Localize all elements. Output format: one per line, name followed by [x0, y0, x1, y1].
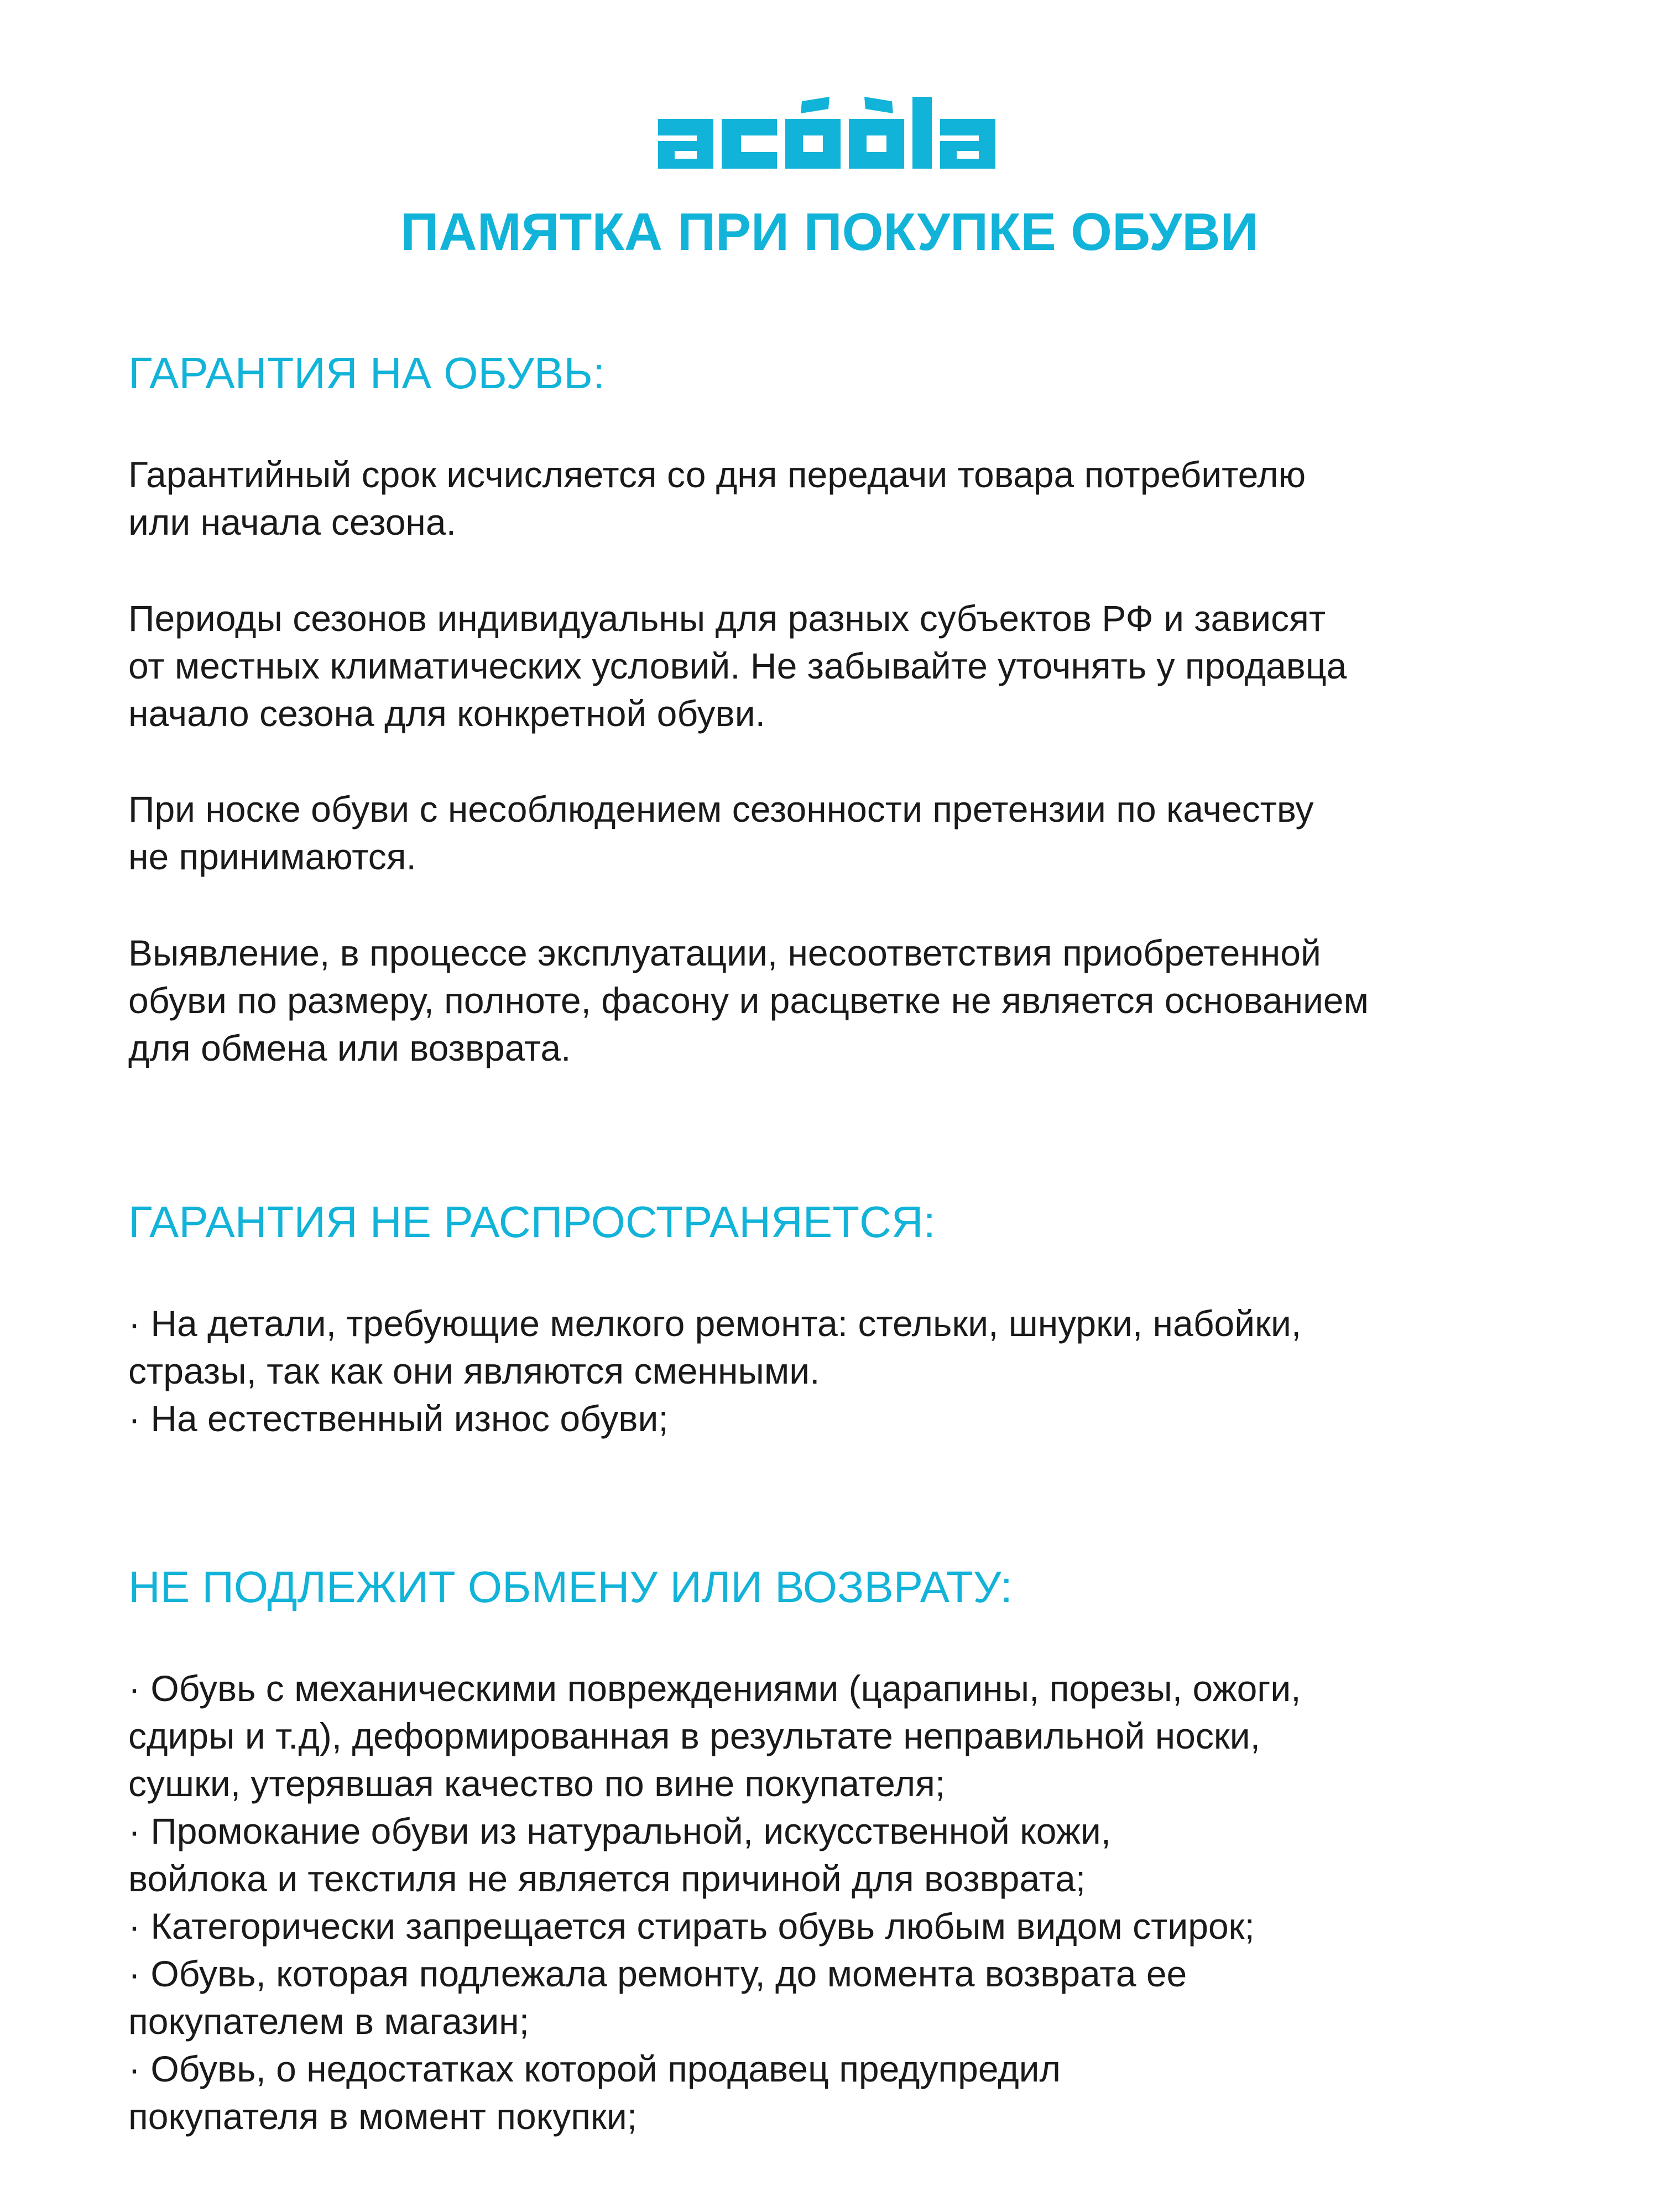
paragraph-size-mismatch: [128, 929, 1566, 1072]
paragraph-season-periods: [128, 594, 1566, 737]
list-line: покупателем в магазин;: [128, 2001, 529, 2042]
list-line: сдиры и т.д), деформированная в результате неправильной носки,: [128, 1715, 1260, 1756]
list-line: сушки, утерявшая качество по вине покупателя;: [128, 1763, 946, 1804]
list-line: · Обувь с механическими повреждениями (царапины, порезы, ожоги,: [128, 1668, 1301, 1709]
section-heading-no-warranty: ГАРАНТИЯ НЕ РАСПРОСТРАНЯЕТСЯ:: [128, 1197, 936, 1246]
text-line: начало сезона для конкретной обуви.: [128, 693, 765, 734]
text-line: не принимаются.: [128, 836, 416, 877]
page-title: ПАМЯТКА ПРИ ПОКУПКЕ ОБУВИ: [400, 202, 1259, 262]
text-line: для обмена или возврата.: [128, 1027, 571, 1068]
section-heading-no-return: НЕ ПОДЛЕЖИТ ОБМЕНУ ИЛИ ВОЗВРАТУ:: [128, 1562, 1013, 1611]
acoola-logo: [653, 97, 1040, 171]
text-line: или начала сезона.: [128, 502, 456, 542]
list-line: покупателя в момент покупки;: [128, 2096, 638, 2137]
list-no-return: [128, 1665, 1566, 2140]
list-line: войлока и текстиля не является причиной для возврата;: [128, 1858, 1086, 1899]
list-line: · Обувь, которая подлежала ремонту, до момента возврата ее: [128, 1953, 1187, 1994]
list-no-warranty: [128, 1300, 1566, 1442]
section-heading-warranty: ГАРАНТИЯ НА ОБУВЬ:: [128, 348, 605, 398]
text-line: обуви по размеру, полноте, фасону и расцветке не является основанием: [128, 980, 1369, 1021]
text-line: Выявление, в процессе эксплуатации, несоответствия приобретенной: [128, 932, 1321, 973]
list-line: · На детали, требующие мелкого ремонта: стельки, шнурки, набойки,: [128, 1303, 1302, 1344]
paragraph-seasonality: [128, 785, 1566, 880]
text-line: Периоды сезонов индивидуальны для разных субъектов РФ и зависят: [128, 598, 1326, 639]
list-line: · Промокание обуви из натуральной, искусственной кожи,: [128, 1811, 1112, 1851]
list-line: стразы, так как они являются сменными.: [128, 1350, 820, 1391]
list-line: · На естественный износ обуви;: [128, 1398, 669, 1439]
text-line: При носке обуви с несоблюдением сезонности претензии по качеству: [128, 789, 1314, 830]
paragraph-warranty-period: [128, 451, 1566, 546]
text-line: Гарантийный срок исчисляется со дня передачи товара потребителю: [128, 454, 1306, 495]
list-line: · Категорически запрещается стирать обувь любым видом стирок;: [128, 1906, 1255, 1947]
text-line: от местных климатических условий. Не забывайте уточнять у продавца: [128, 645, 1347, 686]
list-line: · Обувь, о недостатках которой продавец предупредил: [128, 2048, 1061, 2089]
